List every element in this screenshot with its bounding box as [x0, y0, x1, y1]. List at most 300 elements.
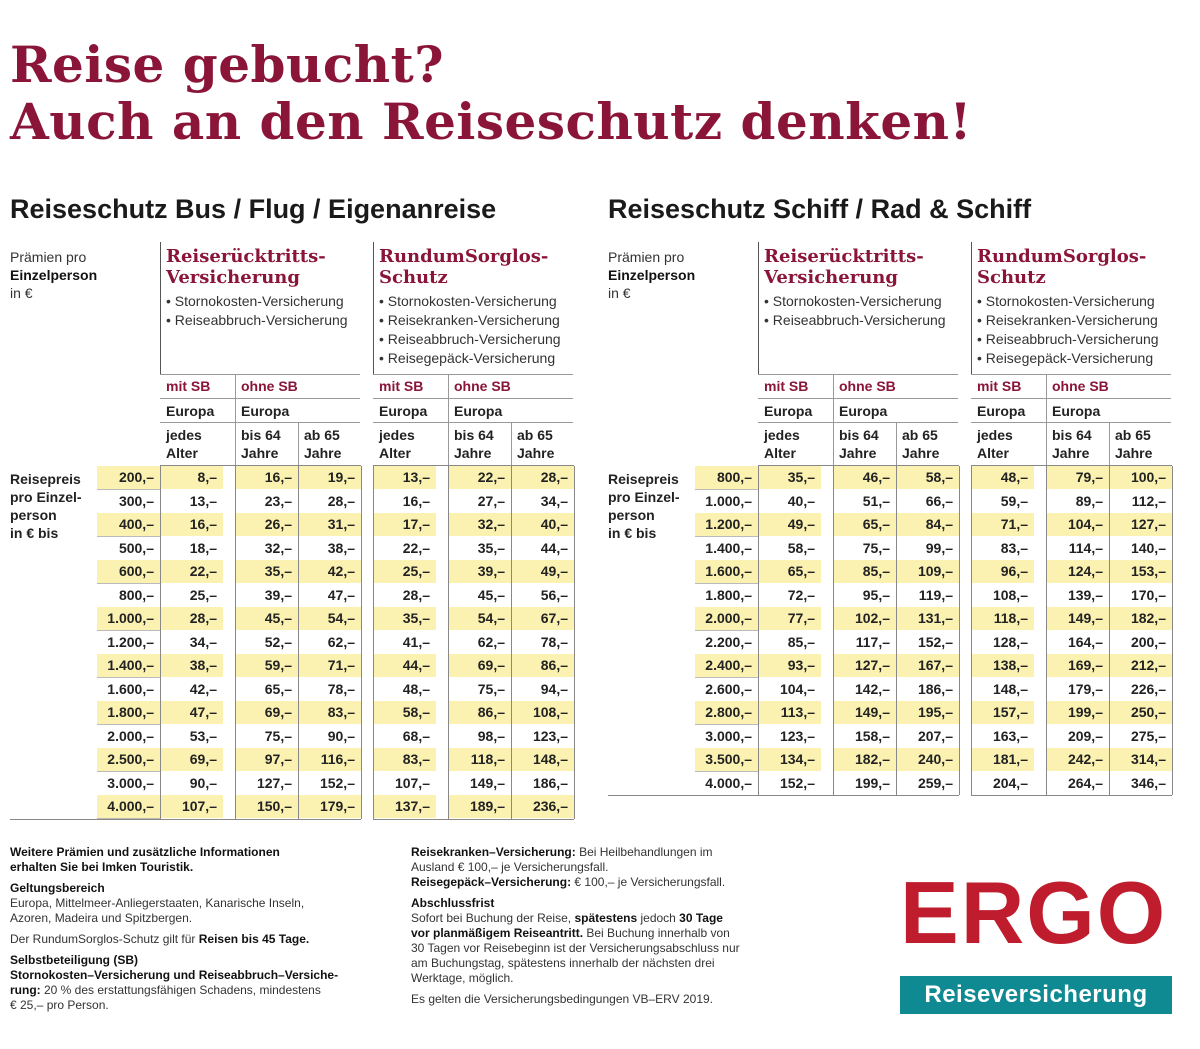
premium-cell: 49,–	[758, 513, 821, 536]
intro-line-1: Prämien pro	[10, 249, 87, 265]
premium-cell: 139,–	[1067, 586, 1103, 603]
premium-cell: 65,–	[833, 513, 896, 536]
body-divider-7	[574, 466, 575, 819]
price-cell: 1.800,–	[97, 701, 160, 724]
premium-cell: 264,–	[1067, 774, 1103, 791]
header-age-0	[764, 426, 800, 462]
premium-cell: 35,–	[373, 607, 436, 630]
premium-cell: 39,–	[448, 560, 511, 583]
ergo-logo	[900, 863, 1172, 1014]
premium-cell: 182,–	[1109, 607, 1172, 630]
product-divider-1	[373, 242, 374, 374]
premium-cell: 71,–	[971, 513, 1034, 536]
header-age-line-1: bis 64	[1052, 427, 1092, 443]
premium-cell: 96,–	[971, 560, 1034, 583]
body-divider-6	[511, 466, 512, 819]
premium-cell: 118,–	[448, 748, 511, 771]
premium-cell: 148,–	[511, 748, 574, 771]
product-name-line-1: Reiserücktritts-	[764, 246, 924, 267]
product-features-1	[379, 292, 561, 368]
premium-cell: 38,–	[160, 654, 223, 677]
premium-cell: 186,–	[532, 774, 568, 791]
premium-cell: 44,–	[373, 654, 436, 677]
premium-cell: 85,–	[833, 560, 896, 583]
price-cell: 1.000,–	[705, 492, 752, 509]
premium-cell: 28,–	[511, 466, 574, 489]
header-age-line-2: Jahre	[454, 445, 492, 461]
header-mit-sb-rs: mit SB	[977, 378, 1022, 394]
headline-line-1: Reise gebucht?	[10, 35, 445, 94]
header-europa-1: Europa	[241, 403, 290, 419]
header-age-2	[304, 426, 341, 462]
premium-cell: 199,–	[854, 774, 890, 791]
premium-cell: 152,–	[917, 633, 953, 650]
price-cell: 200,–	[97, 466, 160, 489]
premium-cell: 25,–	[189, 586, 217, 603]
header-age-line-2: Jahre	[1052, 445, 1090, 461]
premium-cell: 46,–	[833, 466, 896, 489]
header-age-line-2: Jahre	[1115, 445, 1153, 461]
premium-cell: 45,–	[235, 607, 298, 630]
body-top-rule-1	[833, 465, 959, 466]
premium-cell: 51,–	[862, 492, 890, 509]
premium-cell: 152,–	[779, 774, 815, 791]
premium-cell: 107,–	[160, 795, 223, 818]
header-rule-1	[758, 374, 958, 375]
product-feature: • Reisekranken-Versicherung	[977, 311, 1159, 330]
header-age-2	[902, 426, 939, 462]
body-divider-2	[896, 466, 897, 795]
headline-line-2: Auch an den Reiseschutz denken!	[10, 92, 972, 151]
header-europa-3: Europa	[454, 403, 503, 419]
premium-cell: 65,–	[758, 560, 821, 583]
header-age-1	[241, 426, 281, 462]
price-cell: 800,–	[695, 466, 758, 489]
premium-cell: 39,–	[264, 586, 292, 603]
body-divider-5	[448, 466, 449, 819]
body-divider-7	[1172, 466, 1173, 795]
premium-cell: 250,–	[1109, 701, 1172, 724]
premium-cell: 158,–	[854, 727, 890, 744]
column-divider-2	[448, 374, 449, 466]
premium-cell: 28,–	[327, 492, 355, 509]
premium-cell: 72,–	[787, 586, 815, 603]
price-cell: 3.000,–	[107, 774, 154, 791]
header-europa-0: Europa	[166, 403, 215, 419]
premium-cell: 102,–	[833, 607, 896, 630]
premium-cell: 28,–	[402, 586, 430, 603]
frist-title: Abschlussfrist	[411, 896, 495, 910]
premium-cell: 16,–	[402, 492, 430, 509]
header-rule-6	[971, 422, 1171, 423]
header-rule-5	[758, 422, 958, 423]
premium-cell: 170,–	[1130, 586, 1166, 603]
footnotes-right	[411, 845, 791, 1013]
premium-cell: 23,–	[264, 492, 292, 509]
premium-cell: 69,–	[448, 654, 511, 677]
premium-cell: 100,–	[1109, 466, 1172, 489]
premium-cell: 13,–	[189, 492, 217, 509]
price-cell: 500,–	[118, 539, 154, 556]
premium-cell: 179,–	[298, 795, 361, 818]
price-cell: 3.000,–	[705, 727, 752, 744]
price-cell: 1.600,–	[107, 680, 154, 697]
premium-cell: 314,–	[1109, 748, 1172, 771]
body-divider-0	[758, 466, 759, 795]
product-divider-0	[758, 242, 759, 374]
body-bot-rule-0	[758, 795, 833, 796]
premium-cell: 71,–	[298, 654, 361, 677]
product-name-1	[379, 246, 548, 288]
product-feature: • Reisekranken-Versicherung	[379, 311, 561, 330]
premium-cell: 53,–	[189, 727, 217, 744]
product-name-line-2: Versicherung	[166, 267, 300, 288]
gepaeck-bold: Reisegepäck–Versicherung:	[411, 875, 572, 889]
header-age-4	[454, 426, 494, 462]
premium-intro	[10, 248, 97, 302]
header-rule-5	[160, 422, 360, 423]
premium-cell: 32,–	[448, 513, 511, 536]
header-ohne-sb: ohne SB	[241, 378, 298, 394]
header-age-line-2: Jahre	[304, 445, 342, 461]
header-age-line-1: jedes	[764, 427, 800, 443]
price-cell: 1.000,–	[97, 607, 160, 630]
header-ohne-sb-rs: ohne SB	[1052, 378, 1109, 394]
product-name-line-2: Schutz	[379, 267, 448, 288]
premium-cell: 69,–	[160, 748, 223, 771]
premium-cell: 182,–	[833, 748, 896, 771]
header-age-line-2: Alter	[764, 445, 796, 461]
price-cell: 1.200,–	[695, 513, 758, 536]
header-age-3	[977, 426, 1013, 462]
premium-cell: 40,–	[511, 513, 574, 536]
premium-cell: 25,–	[373, 560, 436, 583]
price-cell: 2.000,–	[107, 727, 154, 744]
product-features-0	[764, 292, 946, 330]
intro-line-2: Einzelperson	[608, 267, 696, 283]
header-europa-0: Europa	[764, 403, 813, 419]
header-rule-4	[971, 398, 1171, 399]
premium-cell: 93,–	[758, 654, 821, 677]
product-feature: • Stornokosten-Versicherung	[764, 292, 946, 311]
info-line-1: Weitere Prämien und zusätzliche Informationen	[10, 845, 280, 859]
table-2-title: Reiseschutz Schiff / Rad & Schiff	[608, 194, 1032, 224]
column-divider-3	[1109, 422, 1110, 466]
product-divider-0	[160, 242, 161, 374]
intro-line-2: Einzelperson	[10, 267, 98, 283]
price-cell: 1.400,–	[97, 654, 160, 677]
premium-cell: 209,–	[1067, 727, 1103, 744]
product-name-line-2: Versicherung	[764, 267, 898, 288]
header-age-line-1: jedes	[379, 427, 415, 443]
price-cell: 800,–	[118, 586, 154, 603]
premium-cell: 86,–	[511, 654, 574, 677]
premium-cell: 69,–	[235, 701, 298, 724]
price-cell: 1.800,–	[705, 586, 752, 603]
premium-cell: 104,–	[1046, 513, 1109, 536]
gepaeck-text: € 100,– je Versicherungsfall.	[571, 875, 726, 889]
product-feature: • Reisegepäck-Versicherung	[379, 349, 561, 368]
product-name-line-1: RundumSorglos-	[977, 246, 1147, 267]
premium-cell: 149,–	[469, 774, 505, 791]
column-divider-2	[1046, 374, 1047, 466]
geltung-text-2: Azoren, Madeira und Spitzbergen.	[10, 911, 193, 925]
premium-cell: 79,–	[1046, 466, 1109, 489]
frist-t1: Sofort bei Buchung der Reise,	[411, 911, 575, 925]
table-1-title: Reiseschutz Bus / Flug / Eigenanreise	[10, 194, 497, 224]
premium-cell: 35,–	[235, 560, 298, 583]
premium-cell: 195,–	[896, 701, 959, 724]
sb-title: Selbstbeteiligung (SB)	[10, 953, 139, 967]
premium-cell: 90,–	[189, 774, 217, 791]
logo-sub: Reiseversicherung	[900, 976, 1172, 1014]
price-cell: 1.200,–	[107, 633, 154, 650]
premium-cell: 19,–	[298, 466, 361, 489]
premium-cell: 134,–	[758, 748, 821, 771]
header-rule-6	[373, 422, 573, 423]
body-top-rule-1	[235, 465, 361, 466]
premium-cell: 117,–	[855, 633, 890, 650]
column-divider-3	[511, 422, 512, 466]
footnotes-left	[10, 845, 400, 1019]
body-divider-4	[971, 466, 972, 795]
frist-t6: Werktage, möglich.	[411, 971, 514, 985]
premium-cell: 59,–	[1000, 492, 1028, 509]
product-name-0	[166, 246, 326, 288]
premium-cell: 212,–	[1109, 654, 1172, 677]
premium-cell: 17,–	[373, 513, 436, 536]
premium-cell: 275,–	[1130, 727, 1166, 744]
premium-cell: 47,–	[160, 701, 223, 724]
column-divider-1	[298, 422, 299, 466]
body-top-rule-2	[373, 465, 448, 466]
header-mit-sb: mit SB	[166, 378, 211, 394]
premium-cell: 44,–	[540, 539, 568, 556]
premium-cell: 28,–	[160, 607, 223, 630]
body-divider-5	[1046, 466, 1047, 795]
premium-cell: 150,–	[235, 795, 298, 818]
premium-cell: 78,–	[540, 633, 568, 650]
row-label	[10, 470, 82, 542]
premium-cell: 167,–	[896, 654, 959, 677]
bedingungen: Es gelten die Versicherungsbedingungen VB–ERV 2019.	[411, 992, 713, 1006]
premium-cell: 22,–	[402, 539, 430, 556]
premium-cell: 78,–	[327, 680, 355, 697]
premium-cell: 123,–	[779, 727, 815, 744]
premium-cell: 189,–	[448, 795, 511, 818]
body-bot-rule-1	[833, 795, 959, 796]
price-cell: 2.600,–	[705, 680, 752, 697]
header-mit-sb: mit SB	[764, 378, 809, 394]
premium-cell: 54,–	[298, 607, 361, 630]
premium-cell: 75,–	[264, 727, 292, 744]
premium-cell: 31,–	[298, 513, 361, 536]
frist-t2: jedoch	[637, 911, 680, 925]
price-cell: 2.200,–	[705, 633, 752, 650]
product-name-line-2: Schutz	[977, 267, 1046, 288]
header-age-line-2: Alter	[379, 445, 411, 461]
premium-cell: 58,–	[373, 701, 436, 724]
header-europa-2: Europa	[379, 403, 428, 419]
body-divider-0	[160, 466, 161, 819]
premium-cell: 240,–	[896, 748, 959, 771]
premium-cell: 169,–	[1046, 654, 1109, 677]
geltung-title: Geltungsbereich	[10, 881, 105, 895]
premium-cell: 259,–	[917, 774, 953, 791]
premium-cell: 114,–	[1068, 539, 1103, 556]
premium-cell: 90,–	[327, 727, 355, 744]
premium-cell: 34,–	[540, 492, 568, 509]
premium-intro	[608, 248, 695, 302]
product-feature: • Reiseabbruch-Versicherung	[977, 330, 1159, 349]
header-age-line-2: Alter	[166, 445, 198, 461]
price-cell: 300,–	[118, 492, 154, 509]
headline	[10, 36, 972, 150]
header-europa-1: Europa	[839, 403, 888, 419]
body-divider-2	[298, 466, 299, 819]
header-age-line-2: Jahre	[517, 445, 555, 461]
body-divider-4	[373, 466, 374, 819]
header-age-4	[1052, 426, 1092, 462]
body-bot-rule-3	[448, 819, 574, 820]
premium-cell: 32,–	[264, 539, 292, 556]
premium-cell: 85,–	[787, 633, 815, 650]
body-divider-1	[235, 466, 236, 819]
column-divider-0	[833, 374, 834, 466]
header-age-3	[379, 426, 415, 462]
row-label-line: Reisepreis	[608, 471, 679, 487]
premium-cell: 95,–	[862, 586, 890, 603]
premium-cell: 164,–	[1067, 633, 1103, 650]
logo-brand: ERGO	[900, 863, 1168, 962]
premium-cell: 152,–	[319, 774, 355, 791]
header-rule-1	[160, 374, 360, 375]
premium-cell: 109,–	[896, 560, 959, 583]
premium-cell: 113,–	[758, 701, 821, 724]
premium-cell: 112,–	[1131, 492, 1166, 509]
premium-cell: 346,–	[1130, 774, 1166, 791]
product-feature: • Stornokosten-Versicherung	[166, 292, 348, 311]
premium-cell: 56,–	[540, 586, 568, 603]
geltung-text-1: Europa, Mittelmeer-Anliegerstaaten, Kanarische Inseln,	[10, 896, 305, 910]
product-name-line-1: RundumSorglos-	[379, 246, 549, 267]
body-bot-rule-2	[373, 819, 448, 820]
row-label-line: pro Einzel-	[10, 489, 82, 505]
header-age-line-2: Jahre	[902, 445, 940, 461]
premium-cell: 131,–	[896, 607, 959, 630]
premium-cell: 27,–	[477, 492, 505, 509]
premium-cell: 42,–	[189, 680, 217, 697]
column-divider-1	[896, 422, 897, 466]
premium-cell: 108,–	[992, 586, 1028, 603]
product-feature: • Reisegepäck-Versicherung	[977, 349, 1159, 368]
premium-cell: 54,–	[448, 607, 511, 630]
premium-cell: 40,–	[787, 492, 815, 509]
premium-cell: 128,–	[992, 633, 1028, 650]
body-bottom-rule	[10, 819, 160, 820]
premium-table-bus-flug	[10, 238, 580, 820]
premium-cell: 83,–	[298, 701, 361, 724]
rundum-text: Der RundumSorglos-Schutz gilt für	[10, 932, 199, 946]
premium-cell: 107,–	[394, 774, 430, 791]
product-feature: • Stornokosten-Versicherung	[977, 292, 1159, 311]
price-cell: 4.000,–	[97, 795, 160, 818]
premium-cell: 127,–	[256, 774, 292, 791]
premium-cell: 58,–	[896, 466, 959, 489]
product-feature: • Stornokosten-Versicherung	[379, 292, 561, 311]
premium-cell: 153,–	[1109, 560, 1172, 583]
price-cell: 2.000,–	[695, 607, 758, 630]
premium-cell: 181,–	[971, 748, 1034, 771]
premium-cell: 35,–	[477, 539, 505, 556]
sb-text-1: 20 % des erstattungsfähigen Schadens, mindestens	[40, 983, 321, 997]
header-age-line-1: ab 65	[517, 427, 553, 443]
header-age-line-1: ab 65	[1115, 427, 1151, 443]
premium-cell: 58,–	[787, 539, 815, 556]
body-divider-6	[1109, 466, 1110, 795]
intro-line-3: in €	[608, 285, 631, 301]
body-top-rule-2	[971, 465, 1046, 466]
header-europa-3: Europa	[1052, 403, 1101, 419]
premium-cell: 18,–	[189, 539, 217, 556]
body-bottom-rule	[608, 795, 758, 796]
header-ohne-sb: ohne SB	[839, 378, 896, 394]
rundum-bold: Reisen bis 45 Tage.	[198, 932, 310, 946]
frist-t4: 30 Tagen vor Reisebeginn ist der Versicherungsabschluss nur	[411, 941, 740, 955]
header-age-0	[166, 426, 202, 462]
body-bot-rule-1	[235, 819, 361, 820]
premium-cell: 22,–	[160, 560, 223, 583]
premium-cell: 119,–	[918, 586, 953, 603]
body-top-rule-0	[758, 465, 833, 466]
price-cell: 1.400,–	[705, 539, 752, 556]
premium-cell: 138,–	[971, 654, 1034, 677]
premium-cell: 38,–	[327, 539, 355, 556]
frist-b1: spätestens	[574, 911, 638, 925]
premium-cell: 149,–	[833, 701, 896, 724]
header-age-line-2: Alter	[977, 445, 1009, 461]
premium-cell: 42,–	[298, 560, 361, 583]
premium-cell: 123,–	[532, 727, 568, 744]
frist-b3: vor planmäßigem Reiseantritt.	[411, 926, 584, 940]
header-rule-2	[971, 374, 1171, 375]
premium-cell: 16,–	[160, 513, 223, 536]
premium-cell: 22,–	[448, 466, 511, 489]
body-top-rule-3	[1046, 465, 1172, 466]
row-label-line: in € bis	[608, 525, 657, 541]
premium-cell: 199,–	[1046, 701, 1109, 724]
premium-cell: 149,–	[1046, 607, 1109, 630]
premium-cell: 26,–	[235, 513, 298, 536]
price-cell: 3.500,–	[695, 748, 758, 771]
premium-cell: 98,–	[477, 727, 505, 744]
premium-cell: 124,–	[1046, 560, 1109, 583]
body-bot-rule-2	[971, 795, 1046, 796]
intro-line-1: Prämien pro	[608, 249, 685, 265]
premium-cell: 99,–	[925, 539, 953, 556]
body-divider-3	[361, 466, 362, 819]
sb-bold-2: rung:	[10, 983, 41, 997]
frist-t5: am Buchungstag, spätestens innerhalb der nächsten drei	[411, 956, 715, 970]
row-label-line: person	[608, 507, 655, 523]
premium-cell: 108,–	[511, 701, 574, 724]
body-bot-rule-3	[1046, 795, 1172, 796]
header-rule-2	[373, 374, 573, 375]
header-europa-2: Europa	[977, 403, 1026, 419]
premium-cell: 8,–	[160, 466, 223, 489]
price-cell: 2.800,–	[695, 701, 758, 724]
premium-cell: 49,–	[511, 560, 574, 583]
